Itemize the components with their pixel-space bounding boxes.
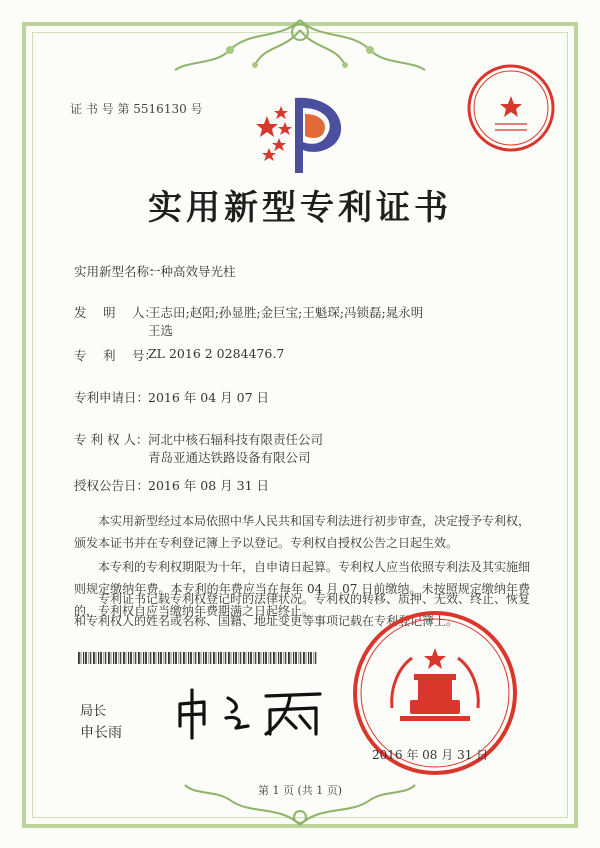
- inventor-line-1: 王志田;赵阳;孙显胜;金巨宝;王魁琛;冯锁磊;晁永明: [148, 305, 424, 320]
- body-paragraph-2: 本专利的专利权期限为十年，自申请日起算。专利权人应当依照专利法及其实施细则规定缴纳年费。本专利的年费应当在每年 04 月 07 日前缴纳。未按照规定缴纳年费的，专利权自应当缴纳年费期满之日起终止。: [74, 560, 531, 618]
- patent-office-logo-icon: [245, 78, 355, 178]
- filing-date-value: 2016 年 04 月 07 日: [148, 390, 269, 405]
- utility-model-name-label: 实用新型名称：: [74, 264, 162, 279]
- body-paragraph-3: 专利证书记载专利权登记时的法律状况。专利权的转移、质押、无效、终止、恢复和专利权人的姓名或名称、国籍、地址变更等事项记载在专利登记簿上。: [74, 592, 531, 628]
- inventor-label: 发 明 人：: [74, 305, 157, 320]
- certificate-number-value: 5516130: [133, 102, 187, 116]
- certificate-title: 实用新型专利证书: [148, 188, 452, 228]
- certificate-number-label: 证 书 号 第: [70, 102, 130, 116]
- agency-seal-icon: [465, 62, 557, 154]
- patentee-line-1: 河北中核石辐科技有限责任公司: [148, 432, 324, 447]
- patent-number-value: ZL 2016 2 0284476.7: [148, 346, 285, 361]
- certificate-number-suffix: 号: [190, 102, 203, 116]
- body-paragraph-1: 本实用新型经过本局依照中华人民共和国专利法进行初步审查，决定授予专利权，颁发本证书并在专利登记簿上予以登记。专利权自授权公告之日起生效。: [74, 514, 531, 550]
- director-name: 申长雨: [80, 725, 122, 741]
- grant-date-label: 授权公告日：: [74, 478, 150, 493]
- top-ornament-icon: [170, 10, 430, 80]
- inventor-line-2: 王选: [148, 323, 174, 338]
- seal-date: 2016 年 08 月 31 日: [372, 748, 489, 762]
- page-number: 第 1 页 (共 1 页): [257, 784, 343, 797]
- patent-number-label: 专 利 号：: [74, 348, 157, 363]
- patentee-line-2: 青岛亚通达铁路设备有限公司: [148, 450, 311, 465]
- grant-date-value: 2016 年 08 月 31 日: [148, 478, 269, 493]
- director-signature-icon: [170, 682, 340, 742]
- filing-date-label: 专利申请日：: [74, 390, 150, 405]
- utility-model-name-value: 一种高效导光柱: [148, 264, 236, 279]
- certificate-number: [70, 100, 203, 117]
- director-title: 局长: [80, 704, 107, 719]
- patentee-label: 专 利 权 人：: [74, 432, 149, 447]
- barcode-icon: [78, 652, 318, 664]
